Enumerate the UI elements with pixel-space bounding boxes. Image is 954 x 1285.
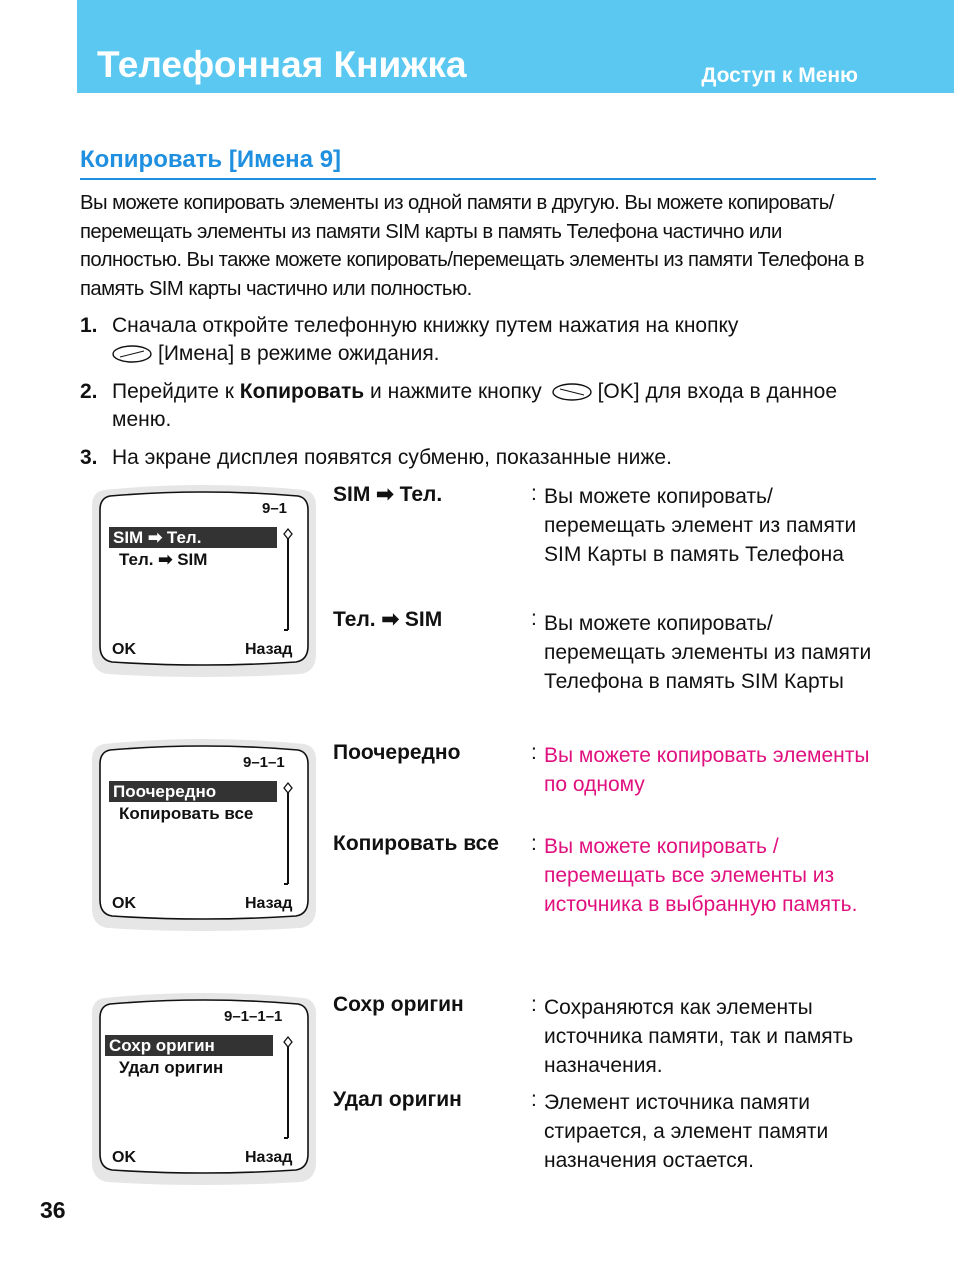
- softkey-button-icon: [112, 345, 152, 363]
- phone-display-1: [90, 484, 318, 677]
- page-number: 36: [40, 1197, 66, 1223]
- left-softkey-label[interactable]: OK: [112, 641, 136, 658]
- menu-item[interactable]: Копировать все: [119, 804, 254, 823]
- menu-item[interactable]: Тел. ➡ SIM: [119, 550, 208, 569]
- menu-code: 9–1: [262, 500, 288, 517]
- selected-menu-item[interactable]: SIM ➡ Тел.: [109, 527, 277, 548]
- selected-menu-item[interactable]: Сохр оригин: [105, 1035, 273, 1056]
- definition-description: Вы можете копировать элементы по одному: [544, 744, 870, 796]
- definition-term: SIM ➡ Тел.: [333, 483, 443, 506]
- intro-paragraph: Вы можете копировать элементы из одной памяти в другую. Вы можете копировать/перемещать элементы из памяти SIM карты в память Телефона частично или полностью. Вы также можете копировать/перемещать элементы из памяти Телефона в память SIM карты частично или полностью.: [80, 192, 864, 301]
- step-text-part: Перейдите к: [112, 380, 234, 403]
- definition-colon: :: [531, 832, 537, 855]
- section-divider: [80, 178, 876, 180]
- definition-colon: :: [531, 993, 537, 1016]
- menu-code: 9–1–1: [243, 754, 285, 771]
- definition-term: Удал оригин: [333, 1088, 462, 1111]
- left-softkey-label[interactable]: OK: [112, 895, 136, 912]
- step-text: На экране дисплея появятся субменю, показанные ниже.: [112, 446, 672, 469]
- definition-term: Тел. ➡ SIM: [333, 608, 443, 631]
- definition-description: Вы можете копировать /перемещать все элементы из источника в выбранную память.: [544, 835, 858, 916]
- step-text-part: и нажмите кнопку: [370, 380, 542, 403]
- header-title: Телефонная Книжка: [97, 44, 467, 85]
- left-softkey-label[interactable]: OK: [112, 1149, 136, 1166]
- menu-code: 9–1–1–1: [224, 1008, 283, 1025]
- section-title: Копировать [Имена 9]: [80, 146, 342, 173]
- right-softkey-label[interactable]: Назад: [245, 641, 293, 658]
- definition-description: Элемент источника памяти стирается, а элемент памяти назначения остается.: [544, 1091, 829, 1172]
- definition-term: Копировать все: [333, 832, 499, 855]
- phone-display-3: [90, 992, 318, 1185]
- phone-display-2: [90, 738, 318, 931]
- definition-description: Вы можете копировать/ перемещать элемент из памяти SIM Карты в память Телефона: [544, 485, 857, 566]
- step-number: 1.: [80, 314, 98, 337]
- definition-colon: :: [531, 1088, 537, 1111]
- step-text: [112, 378, 882, 434]
- scroll-indicator-icon: [281, 780, 295, 886]
- step-number: 3.: [80, 446, 98, 469]
- step-text-part: [OK] для входа в данное меню.: [112, 380, 838, 431]
- step-number: 2.: [80, 380, 98, 403]
- header-subtitle: Доступ к Меню: [701, 64, 858, 87]
- definition-description: Вы можете копировать/ перемещать элементы из памяти Телефона в память SIM Карты: [544, 612, 872, 693]
- softkey-button-icon: [552, 383, 592, 401]
- definition-colon: :: [531, 607, 537, 630]
- scroll-indicator-icon: [281, 526, 295, 632]
- right-softkey-label[interactable]: Назад: [245, 1149, 293, 1166]
- scroll-indicator-icon: [281, 1034, 295, 1140]
- definition-term: Сохр оригин: [333, 993, 464, 1016]
- page-header: [77, 0, 954, 93]
- step-text: [112, 312, 882, 368]
- right-softkey-label[interactable]: Назад: [245, 895, 293, 912]
- step-text-part: [Имена] в режиме ожидания.: [158, 342, 440, 365]
- definition-colon: :: [531, 741, 537, 764]
- definition-colon: :: [531, 482, 537, 505]
- menu-item[interactable]: Удал оригин: [119, 1058, 224, 1077]
- definition-description: Сохраняются как элементы источника памяти, так и память назначения.: [544, 996, 854, 1077]
- step-bold-term: Копировать: [239, 380, 365, 403]
- selected-menu-item[interactable]: Поочередно: [109, 781, 277, 802]
- step-text-part: Сначала откройте телефонную книжку путем нажатия на кнопку: [112, 314, 739, 337]
- definition-term: Поочередно: [333, 741, 461, 764]
